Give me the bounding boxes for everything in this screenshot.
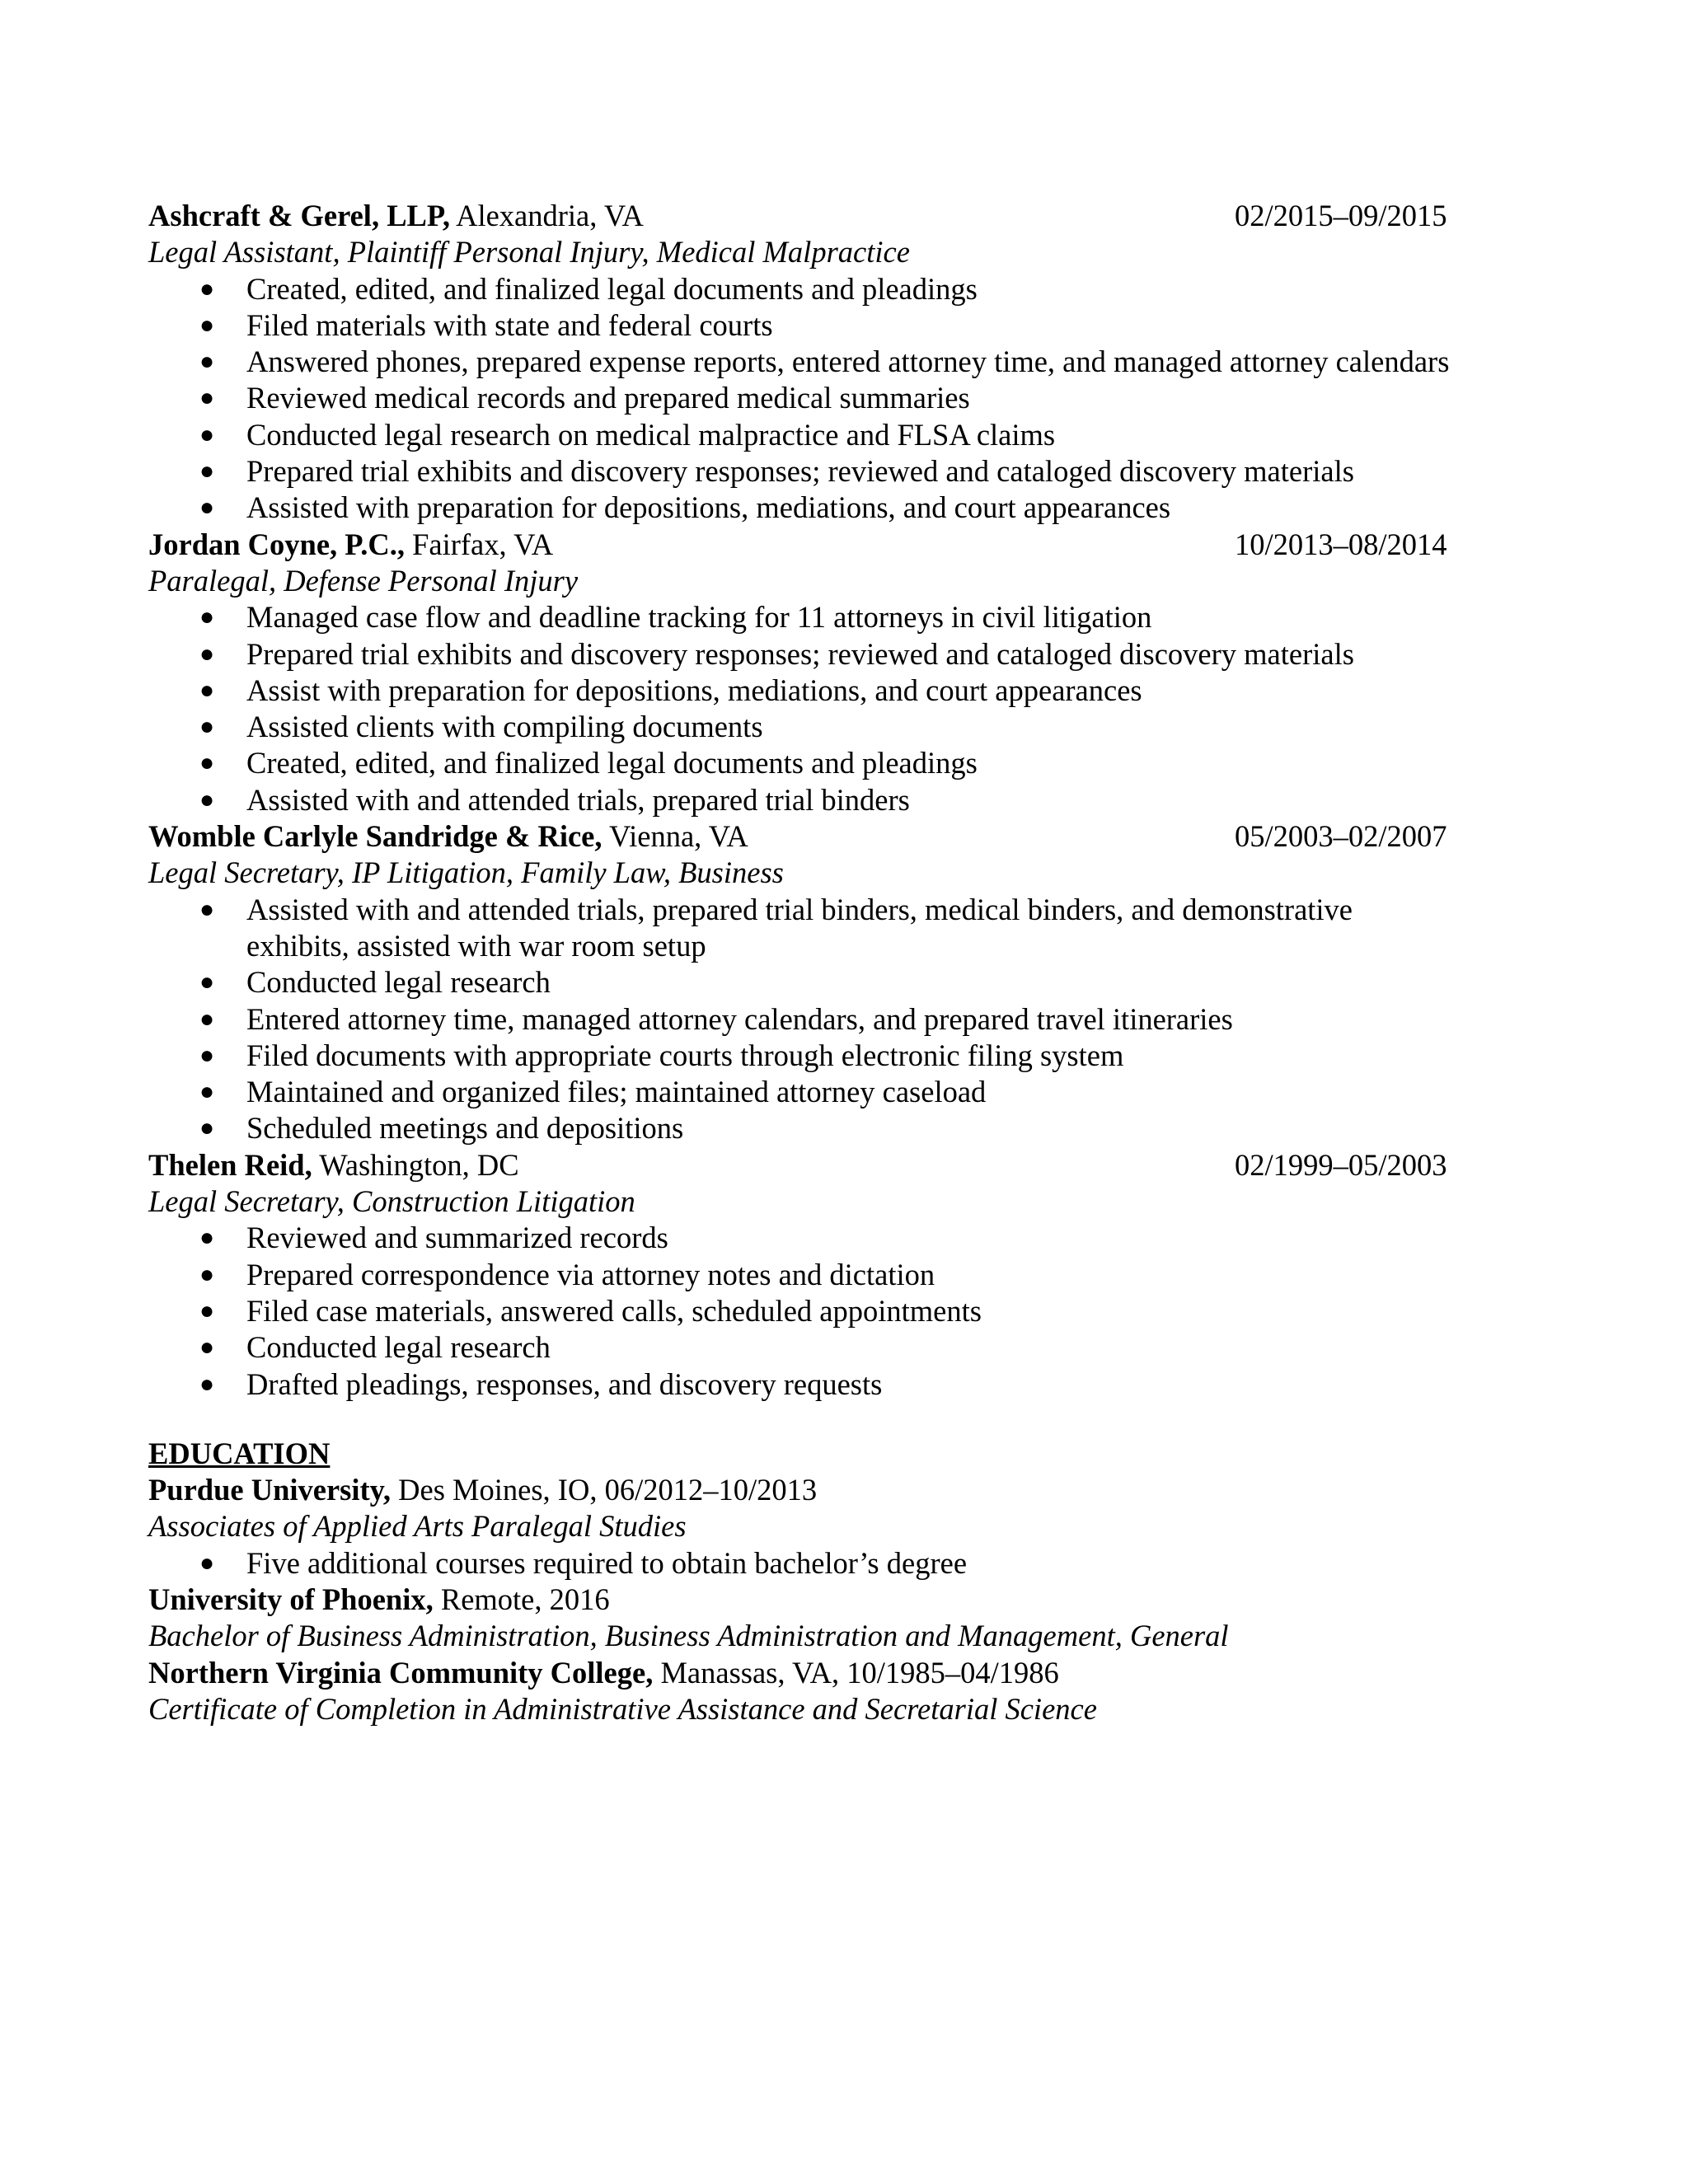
school-detail: Des Moines, IO, 06/2012–10/2013	[391, 1473, 818, 1507]
school-name: University of Phoenix,	[148, 1582, 434, 1616]
job-entry	[148, 1147, 1467, 1403]
duty-item: ● Assisted with and attended trials, prepared trial binders	[148, 782, 1467, 818]
bullet-icon: ●	[199, 311, 215, 339]
job-duties	[148, 892, 1467, 1147]
school-entry	[148, 1472, 1467, 1508]
job-dates: 02/1999–05/2003	[1235, 1147, 1447, 1182]
duty-item: ● Conducted legal research	[148, 964, 1467, 1001]
school-entry	[148, 1655, 1467, 1691]
note-item: ● Five additional courses required to obtain bachelor’s degree	[148, 1545, 1467, 1582]
school-degree: Certificate of Completion in Administrative Assistance and Secretarial Science	[148, 1691, 1097, 1726]
bullet-icon: ●	[199, 1114, 215, 1142]
company-name: Thelen Reid,	[148, 1147, 312, 1182]
bullet-icon: ●	[199, 1078, 215, 1106]
school-name: Northern Virginia Community College,	[148, 1655, 654, 1690]
duty-item: ● Assist with preparation for depositions, mediations, and court appearances	[148, 673, 1467, 709]
bullet-icon: ●	[199, 1296, 215, 1324]
job-duties	[148, 271, 1467, 527]
job-role: Legal Secretary, Construction Litigation	[148, 1184, 635, 1219]
duty-item: ● Conducted legal research	[148, 1329, 1467, 1366]
bullet-icon: ●	[199, 494, 215, 522]
bullet-icon: ●	[199, 968, 215, 996]
company-name: Ashcraft & Gerel, LLP,	[148, 199, 450, 232]
job-header	[148, 527, 1467, 563]
duty-item: ● Prepared trial exhibits and discovery responses; reviewed and cataloged discovery materials	[148, 636, 1467, 673]
job-entry	[148, 818, 1467, 1147]
company-location: Fairfax, VA	[404, 527, 554, 561]
duty-item: ● Assisted with preparation for depositions, mediations, and court appearances	[148, 490, 1467, 526]
job-role: Legal Secretary, IP Litigation, Family Law, Business	[148, 855, 784, 890]
job-header	[148, 818, 1467, 855]
bullet-icon: ●	[199, 1005, 215, 1033]
duty-item: ● Drafted pleadings, responses, and discovery requests	[148, 1366, 1467, 1403]
job-duties	[148, 1220, 1467, 1402]
school-detail: Remote, 2016	[433, 1582, 610, 1616]
job-role: Paralegal, Defense Personal Injury	[148, 563, 579, 598]
duty-item: ● Reviewed and summarized records	[148, 1220, 1467, 1256]
bullet-icon: ●	[199, 1260, 215, 1288]
duty-item: ● Assisted clients with compiling documents	[148, 709, 1467, 745]
job-duties	[148, 599, 1467, 818]
bullet-icon: ●	[199, 457, 215, 485]
bullet-icon: ●	[199, 1549, 215, 1577]
bullet-icon: ●	[199, 1041, 215, 1069]
school-degree: Bachelor of Business Administration, Business Administration and Management, General	[148, 1619, 1229, 1653]
duty-item: ● Answered phones, prepared expense reports, entered attorney time, and managed attorney calendars	[148, 344, 1467, 380]
duty-item: ● Scheduled meetings and depositions	[148, 1110, 1467, 1146]
duty-item: ● Assisted with and attended trials, prepared trial binders, medical binders, and demonstrative exhibits, assisted with war room setup	[199, 892, 1353, 963]
duty-item: ● Prepared correspondence via attorney notes and dictation	[148, 1257, 1467, 1293]
job-header	[148, 1147, 1467, 1183]
bullet-icon: ●	[199, 895, 215, 923]
job-role: Legal Assistant, Plaintiff Personal Injury, Medical Malpractice	[148, 235, 910, 269]
company-location: Washington, DC	[312, 1147, 519, 1182]
bullet-icon: ●	[199, 603, 215, 631]
school-degree: Associates of Applied Arts Paralegal Studies	[148, 1509, 687, 1544]
education-heading: EDUCATION	[148, 1436, 331, 1470]
duty-item: ● Filed documents with appropriate courts through electronic filing system	[148, 1038, 1467, 1074]
duty-item: ● Prepared trial exhibits and discovery responses; reviewed and cataloged discovery materials	[148, 453, 1467, 490]
bullet-icon: ●	[199, 1370, 215, 1398]
duty-item: ● Reviewed medical records and prepared medical summaries	[148, 380, 1467, 416]
job-dates: 02/2015–09/2015	[1235, 199, 1447, 232]
job-dates: 10/2013–08/2014	[1235, 527, 1447, 561]
school-name: Purdue University,	[148, 1473, 392, 1507]
bullet-icon: ●	[199, 384, 215, 412]
duty-item: ● Created, edited, and finalized legal documents and pleadings	[148, 271, 1467, 307]
resume-page	[148, 198, 1467, 1727]
school-detail: Manassas, VA, 10/1985–04/1986	[653, 1655, 1059, 1690]
school-entry	[148, 1582, 1467, 1618]
bullet-icon: ●	[199, 676, 215, 704]
duty-item: ● Filed case materials, answered calls, scheduled appointments	[148, 1293, 1467, 1329]
job-entry	[148, 198, 1467, 527]
bullet-icon: ●	[199, 713, 215, 741]
bullet-icon: ●	[199, 1224, 215, 1252]
duty-item: ● Conducted legal research on medical malpractice and FLSA claims	[148, 417, 1467, 453]
bullet-icon: ●	[199, 749, 215, 777]
company-location: Vienna, VA	[602, 819, 748, 854]
duty-item: ● Entered attorney time, managed attorney calendars, and prepared travel itineraries	[148, 1001, 1467, 1038]
duty-item: ● Maintained and organized files; maintained attorney caseload	[148, 1074, 1467, 1110]
duty-item: ● Created, edited, and finalized legal documents and pleadings	[148, 745, 1467, 781]
bullet-icon: ●	[199, 1333, 215, 1361]
duty-item: ● Filed materials with state and federal courts	[148, 307, 1467, 344]
bullet-icon: ●	[199, 640, 215, 668]
bullet-icon: ●	[199, 785, 215, 813]
job-header	[148, 198, 1467, 234]
duty-item: ● Managed case flow and deadline tracking for 11 attorneys in civil litigation	[148, 599, 1467, 635]
company-name: Jordan Coyne, P.C.,	[148, 527, 405, 561]
bullet-icon: ●	[199, 274, 215, 302]
company-location: Alexandria, VA	[449, 199, 644, 232]
job-entry	[148, 527, 1467, 818]
company-name: Womble Carlyle Sandridge & Rice,	[148, 819, 603, 854]
school-notes	[148, 1545, 1467, 1582]
bullet-icon: ●	[199, 348, 215, 376]
job-dates: 05/2003–02/2007	[1235, 819, 1447, 854]
bullet-icon: ●	[199, 420, 215, 448]
